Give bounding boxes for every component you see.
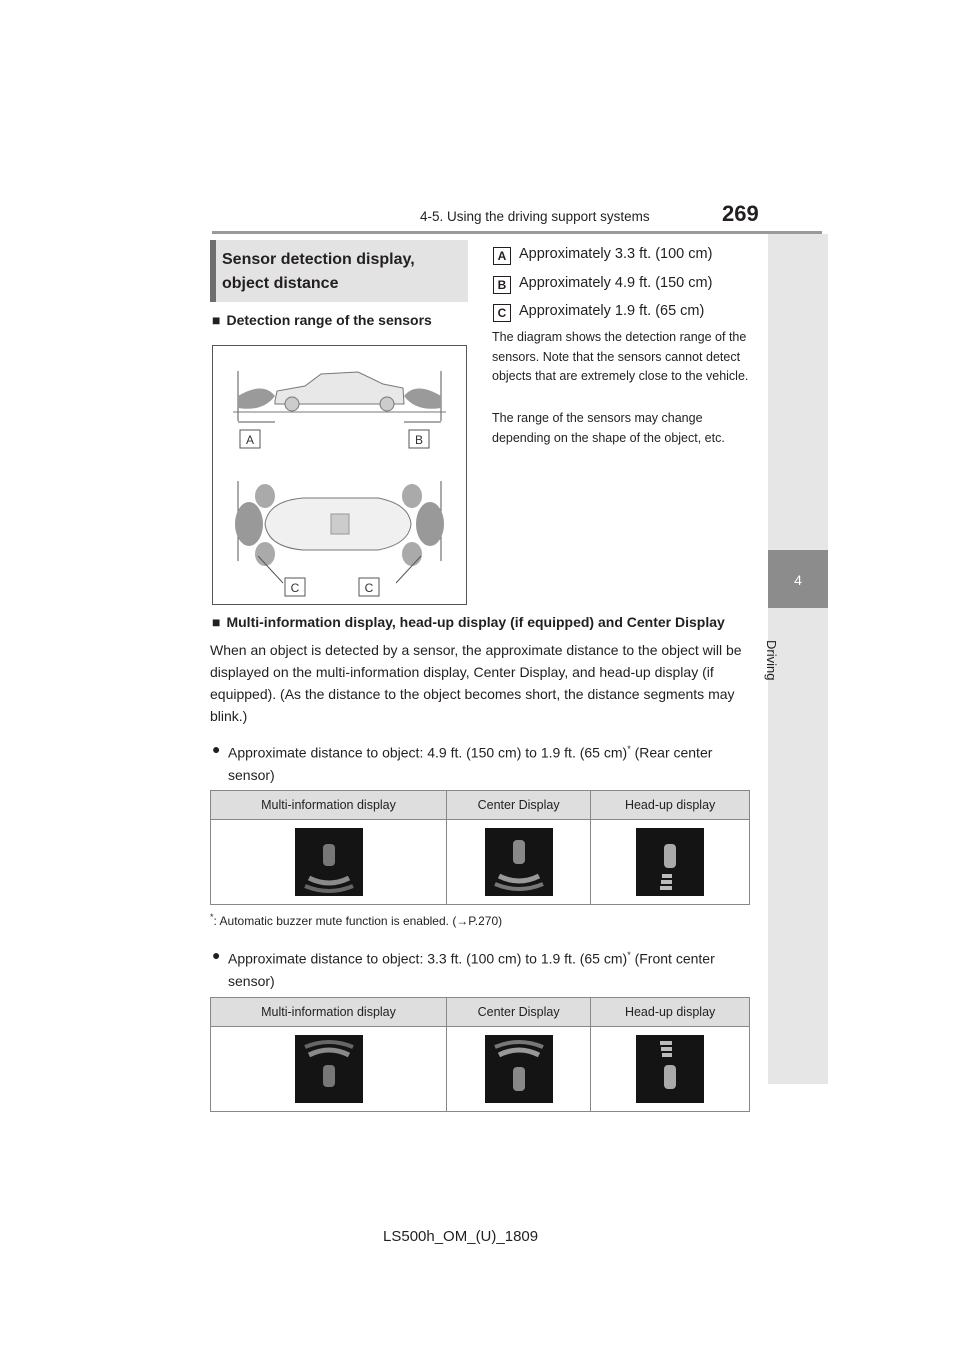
legend-row-c: C Approximately 1.9 ft. (65 cm) — [493, 303, 704, 322]
bullet-dot-icon: ● — [212, 947, 221, 963]
table-cell — [211, 1027, 447, 1112]
front-range-blob — [404, 389, 441, 409]
table-cell — [591, 1027, 750, 1112]
legend-row-a: A Approximately 3.3 ft. (100 cm) — [493, 246, 712, 265]
diagram-label-c-rear: C — [290, 581, 300, 595]
legend-key-a: A — [493, 247, 511, 265]
table-cell — [447, 1027, 591, 1112]
table-cell — [211, 820, 447, 905]
legend-row-b: B Approximately 4.9 ft. (150 cm) — [493, 275, 712, 294]
hud-front-screen-image — [636, 1035, 704, 1103]
detection-range-heading: ■ Detection range of the sensors — [212, 312, 432, 328]
hud-rear-screen-image — [636, 828, 704, 896]
col-header-center-display: Center Display — [447, 791, 591, 820]
table-cell — [591, 820, 750, 905]
header-rule — [212, 231, 822, 234]
square-bullet-icon: ■ — [212, 312, 221, 328]
center-front-screen-image — [485, 1035, 553, 1103]
legend-key-c: C — [493, 304, 511, 322]
footnote: *: Automatic buzzer mute function is enabled. (→P.270) — [210, 912, 503, 928]
rear-sensor-display-table — [210, 790, 750, 905]
col-header-mid: Multi-information display — [211, 998, 447, 1027]
center-rear-screen-image — [485, 828, 553, 896]
range-note: The range of the sensors may change depending on the shape of the object, etc. — [492, 411, 725, 445]
page-number: 269 — [722, 201, 759, 226]
diagram-label-b: B — [414, 433, 424, 447]
square-bullet-icon: ■ — [212, 614, 221, 630]
mid-front-screen-image — [295, 1035, 363, 1103]
front-sensor-bullet: ● Approximate distance to object: 3.3 ft. (100 cm) to 1.9 ft. (65 cm)* (Front center sensor) — [210, 944, 750, 992]
chapter-number: 4 — [794, 572, 802, 588]
col-header-mid: Multi-information display — [211, 791, 447, 820]
rear-range-blob — [238, 389, 275, 409]
diagram-note: The diagram shows the detection range of the sensors. Note that the sensors cannot detect objects that are extremely close to the vehicle. — [492, 330, 749, 383]
rear-sensor-bullet: ● Approximate distance to object: 4.9 ft. (150 cm) to 1.9 ft. (65 cm)* (Rear center sensor) — [210, 738, 750, 786]
header-section-title: 4-5. Using the driving support systems — [420, 209, 650, 224]
sensor-range-drawing — [213, 346, 466, 604]
sensor-range-diagram — [212, 345, 467, 605]
front-sensor-display-table — [210, 997, 750, 1112]
multi-info-heading: ■ Multi-information display, head-up display (if equipped) and Center Display — [212, 614, 725, 630]
col-header-center-display: Center Display — [447, 998, 591, 1027]
document-code-footer: LS500h_OM_(U)_1809 — [383, 1228, 539, 1245]
multi-info-body: When an object is detected by a sensor, the approximate distance to the object will be displayed on the multi-information display, Center Display, and head-up display (if equipped). (As the distance to the object becomes short, the distance segments may blink.) — [210, 642, 742, 724]
section-title: Sensor detection display, object distance — [222, 251, 415, 292]
bullet-dot-icon: ● — [212, 741, 221, 757]
col-header-hud: Head-up display — [591, 998, 750, 1027]
diagram-label-c-front: C — [364, 581, 374, 595]
legend-key-b: B — [493, 276, 511, 294]
col-header-hud: Head-up display — [591, 791, 750, 820]
diagram-label-a: A — [245, 433, 255, 447]
mid-rear-screen-image — [295, 828, 363, 896]
table-cell — [447, 820, 591, 905]
chapter-label: Driving — [764, 640, 779, 681]
